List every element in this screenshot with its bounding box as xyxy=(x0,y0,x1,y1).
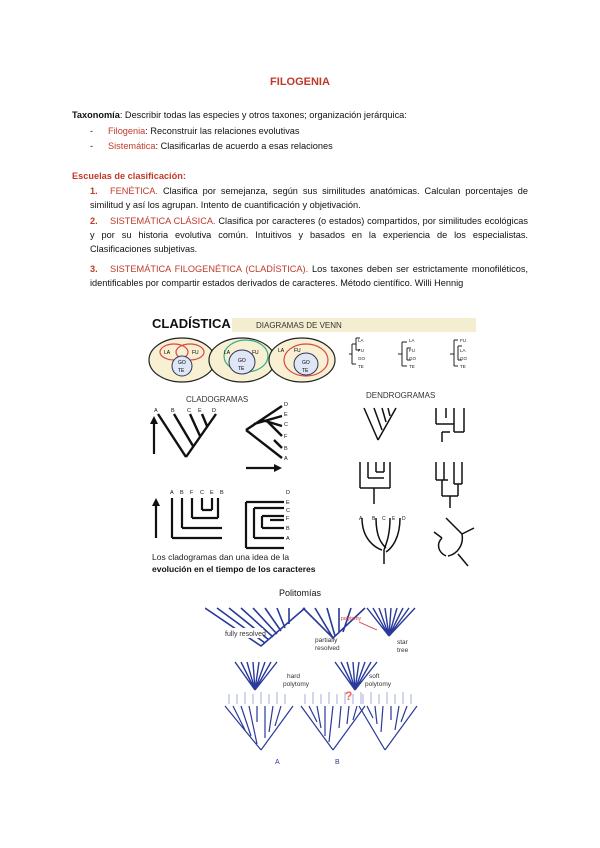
cladogramas-label: CLADOGRAMAS xyxy=(186,395,249,404)
cladistica-figure xyxy=(146,312,476,584)
svg-text:LA: LA xyxy=(460,348,466,353)
fenetica-term: FENÉTICA. xyxy=(110,186,158,196)
svg-text:C: C xyxy=(187,408,191,414)
svg-text:resolved: resolved xyxy=(315,645,340,652)
svg-text:E: E xyxy=(198,408,202,414)
sistematica-text: : Clasificarlas de acuerdo a esas relaciones xyxy=(155,141,333,151)
svg-text:B: B xyxy=(284,446,288,452)
svg-text:C: C xyxy=(382,516,386,522)
svg-text:tree: tree xyxy=(397,647,409,654)
filogenia-text: : Reconstruir las relaciones evolutivas xyxy=(145,126,300,136)
venn-diagram-1 xyxy=(149,338,215,382)
svg-text:B: B xyxy=(220,490,224,496)
fully-resolved-tree xyxy=(205,608,305,646)
taxonomia-item: - Sistemática: Clasificarlas de acuerdo a esas relaciones xyxy=(90,141,333,151)
svg-text:A: A xyxy=(284,456,288,462)
svg-text:E: E xyxy=(286,500,290,506)
figure1-caption-line2: evolución en el tiempo de los caracteres xyxy=(152,564,316,574)
sistematica-term: Sistemática xyxy=(108,141,156,151)
cladogram-2 xyxy=(246,406,282,458)
svg-text:GO: GO xyxy=(238,358,246,364)
svg-text:FU: FU xyxy=(294,348,301,354)
svg-text:LA: LA xyxy=(358,338,364,343)
escuela-item-clasica: 2. SISTEMÁTICA CLÁSICA. Clasifica por caracteres (o estados) compartidos, por similitudes ecológicas y por su historia evolutiva común. Intuitivos y basados en la experiencia de los especialistas. Clasificaciones subjetivas. xyxy=(90,216,528,254)
svg-text:GO: GO xyxy=(358,356,366,361)
clasica-text: Clasifica por caracteres (o estados) compartidos, por similitudes ecológicas y por su historia evolutiva común. Intuitivos y basados en la experiencia de los especialistas. Clasificaciones subjetivas. xyxy=(90,216,528,254)
fenetica-text: Clasifica por semejanza, según sus similitudes anatómicas. Calculan porcentajes de similitud y así los agrupan. Intento de cuantificación y objetivación. xyxy=(90,186,528,210)
svg-text:B: B xyxy=(286,526,290,532)
clasica-term: SISTEMÁTICA CLÁSICA. xyxy=(110,216,216,226)
svg-text:D: D xyxy=(212,408,216,414)
svg-text:A: A xyxy=(286,536,290,542)
svg-text:F: F xyxy=(284,434,288,440)
star-tree xyxy=(367,608,415,636)
svg-text:FU: FU xyxy=(192,350,199,356)
taxonomia-line xyxy=(72,108,542,122)
escuelas-heading: Escuelas de clasificación: xyxy=(72,171,186,181)
svg-text:GO: GO xyxy=(460,356,468,361)
svg-text:C: C xyxy=(284,422,288,428)
dendrogramas-label: DENDROGRAMAS xyxy=(366,391,436,400)
svg-text:F: F xyxy=(286,516,290,522)
svg-text:LA: LA xyxy=(164,350,171,356)
hard-polytomy-tree xyxy=(235,662,277,690)
svg-text:GO: GO xyxy=(178,360,186,366)
svg-text:E: E xyxy=(284,412,288,418)
filogenetica-text: Los taxones deben ser estrictamente monofiléticos, identificables por compartir estados derivados de caracteres. Método científico. Willi Hennig xyxy=(90,264,528,288)
svg-text:E: E xyxy=(210,490,214,496)
svg-text:A: A xyxy=(359,516,363,522)
svg-text:polytomy: polytomy xyxy=(365,681,392,688)
politomias-figure xyxy=(205,604,421,776)
taxonomia-term: Taxonomía xyxy=(72,110,120,120)
bottom-trees xyxy=(225,706,417,750)
bracket-trees xyxy=(349,338,462,366)
svg-text:FU: FU xyxy=(358,348,364,353)
svg-text:TE: TE xyxy=(460,364,466,369)
page-title: FILOGENIA xyxy=(270,76,330,88)
filogenia-term: Filogenia xyxy=(108,126,146,136)
cladogram-3 xyxy=(172,498,222,538)
svg-text:LA: LA xyxy=(224,350,231,356)
svg-text:FU: FU xyxy=(409,348,415,353)
svg-text:soft: soft xyxy=(369,673,380,680)
svg-text:A: A xyxy=(170,490,174,496)
svg-text:D: D xyxy=(402,516,406,522)
svg-text:F: F xyxy=(190,490,194,496)
svg-text:polytomy: polytomy xyxy=(341,616,362,622)
escuela-item-fenetica: 1. FENÉTICA. Clasifica por semejanza, según sus similitudes anatómicas. Calculan porcentajes de similitud y así los agrupan. Intento de cuantificación y objetivación. xyxy=(90,186,528,210)
svg-text:LA: LA xyxy=(409,338,415,343)
svg-text:partially: partially xyxy=(315,637,338,644)
svg-text:GO: GO xyxy=(302,360,310,366)
cladogram-1 xyxy=(158,414,216,457)
filogenetica-term: SISTEMÁTICA FILOGENÉTICA (CLADÍSTICA). xyxy=(110,264,309,274)
cladistica-heading: CLADÍSTICA xyxy=(152,316,231,331)
svg-text:star: star xyxy=(397,639,408,646)
svg-text:polytomy: polytomy xyxy=(283,681,310,688)
escuela-item-filogenetica: 3. SISTEMÁTICA FILOGENÉTICA (CLADÍSTICA). Los taxones deben ser estrictamente monofiléticos, identificables por compartir estados derivados de caracteres. Método científico. Willi Hennig xyxy=(90,264,528,288)
politomias-heading: Politomías xyxy=(278,588,322,598)
taxonomia-text: : Describir todas las especies y otros taxones; organización jerárquica: xyxy=(119,110,407,120)
svg-text:?: ? xyxy=(345,689,353,703)
svg-text:TE: TE xyxy=(302,368,309,374)
tree-label-b: B xyxy=(335,759,340,766)
tree-label-a: A xyxy=(275,759,280,766)
svg-text:B: B xyxy=(372,516,376,522)
partially-resolved-tree xyxy=(303,608,365,638)
svg-text:D: D xyxy=(284,402,288,408)
svg-text:TE: TE xyxy=(358,364,364,369)
svg-text:GO: GO xyxy=(409,356,417,361)
svg-text:B: B xyxy=(180,490,184,496)
cladogram-4 xyxy=(246,502,284,548)
svg-text:B: B xyxy=(171,408,175,414)
svg-text:hard: hard xyxy=(287,673,301,680)
svg-text:C: C xyxy=(200,490,204,496)
figure1-caption-line1: Los cladogramas dan una idea de la xyxy=(152,552,290,562)
dendrograms xyxy=(360,408,474,566)
svg-text:A: A xyxy=(154,408,158,414)
svg-text:TE: TE xyxy=(178,368,185,374)
svg-text:FU: FU xyxy=(460,338,466,343)
svg-text:fully resolved: fully resolved xyxy=(225,631,266,638)
svg-text:C: C xyxy=(286,508,290,514)
svg-text:TE: TE xyxy=(409,364,415,369)
svg-text:D: D xyxy=(286,490,290,496)
svg-text:E: E xyxy=(392,516,396,522)
venn-diagram-2 xyxy=(209,338,275,382)
taxonomia-item: - Filogenia: Reconstruir las relaciones evolutivas xyxy=(90,126,300,136)
svg-text:TE: TE xyxy=(238,366,245,372)
svg-text:FU: FU xyxy=(252,350,259,356)
venn-label: DIAGRAMAS DE VENN xyxy=(256,321,342,330)
venn-diagram-3 xyxy=(269,338,335,382)
svg-text:LA: LA xyxy=(278,348,285,354)
